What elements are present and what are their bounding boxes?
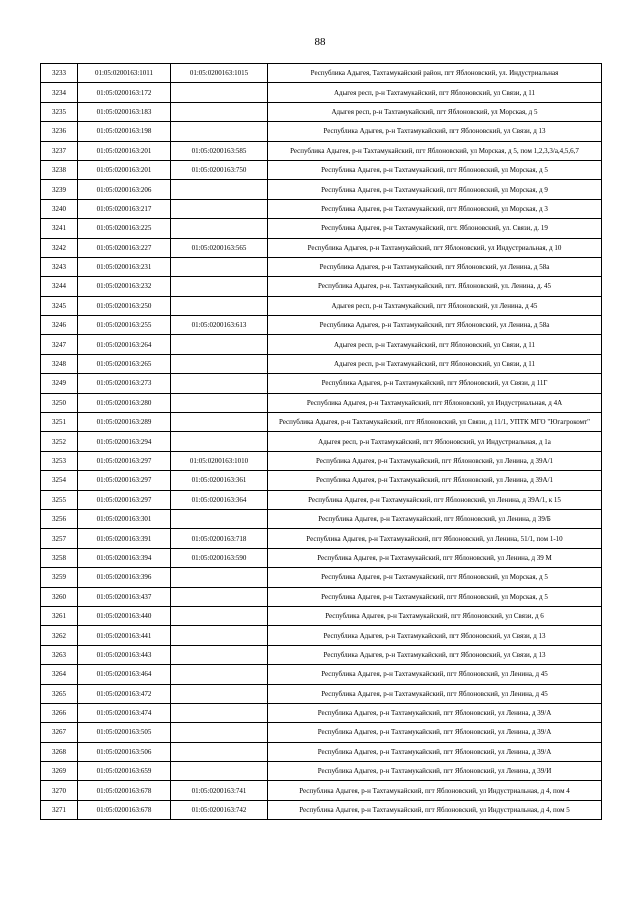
related-cadastral-number-cell: 01:05:0200163:565 (171, 238, 268, 257)
related-cadastral-number-cell (171, 199, 268, 218)
cadastral-number-cell: 01:05:0200163:678 (78, 781, 171, 800)
related-cadastral-number-cell (171, 83, 268, 102)
cadastral-number-cell: 01:05:0200163:231 (78, 257, 171, 276)
row-number-cell: 3250 (41, 393, 78, 412)
cadastral-number-cell: 01:05:0200163:217 (78, 199, 171, 218)
related-cadastral-number-cell: 01:05:0200163:364 (171, 490, 268, 509)
related-cadastral-number-cell (171, 723, 268, 742)
cadastral-number-cell: 01:05:0200163:280 (78, 393, 171, 412)
table-row (41, 296, 602, 315)
cadastral-number-cell: 01:05:0200163:201 (78, 160, 171, 179)
related-cadastral-number-cell: 01:05:0200163:361 (171, 471, 268, 490)
cadastral-number-cell: 01:05:0200163:678 (78, 800, 171, 819)
related-cadastral-number-cell (171, 587, 268, 606)
row-number-cell: 3261 (41, 606, 78, 625)
row-number-cell: 3244 (41, 277, 78, 296)
cadastral-number-cell: 01:05:0200163:294 (78, 432, 171, 451)
related-cadastral-number-cell: 01:05:0200163:718 (171, 529, 268, 548)
address-cell: Республика Адыгея, р-н Тахтамукайский, пгт Яблоновский, ул Ленина, д 39/А (268, 723, 602, 742)
row-number-cell: 3257 (41, 529, 78, 548)
related-cadastral-number-cell (171, 432, 268, 451)
related-cadastral-number-cell (171, 122, 268, 141)
cadastral-number-cell: 01:05:0200163:464 (78, 665, 171, 684)
table-row (41, 238, 602, 257)
cadastral-number-cell: 01:05:0200163:441 (78, 626, 171, 645)
related-cadastral-number-cell (171, 509, 268, 528)
address-cell: Республика Адыгея, р-н Тахтамукайский, пгт Яблоновский, ул Морская, д 5 (268, 587, 602, 606)
cadastral-number-cell: 01:05:0200163:273 (78, 374, 171, 393)
row-number-cell: 3247 (41, 335, 78, 354)
cadastral-registry-table (40, 63, 602, 820)
table-row (41, 393, 602, 412)
table-row (41, 626, 602, 645)
cadastral-number-cell: 01:05:0200163:232 (78, 277, 171, 296)
address-cell: Республика Адыгея, р-н Тахтамукайский, пгт Яблоновский, ул Ленина, д 39/А (268, 742, 602, 761)
table-row (41, 703, 602, 722)
address-cell: Республика Адыгея, р-н. Тахтамукайский, пгт. Яблоновский, ул. Ленина, д. 45 (268, 277, 602, 296)
table-row (41, 451, 602, 470)
related-cadastral-number-cell (171, 180, 268, 199)
table-row (41, 529, 602, 548)
related-cadastral-number-cell (171, 102, 268, 121)
related-cadastral-number-cell (171, 335, 268, 354)
related-cadastral-number-cell (171, 568, 268, 587)
row-number-cell: 3265 (41, 684, 78, 703)
cadastral-number-cell: 01:05:0200163:297 (78, 490, 171, 509)
table-row (41, 509, 602, 528)
table-row (41, 471, 602, 490)
table-row (41, 762, 602, 781)
related-cadastral-number-cell (171, 742, 268, 761)
cadastral-number-cell: 01:05:0200163:505 (78, 723, 171, 742)
cadastral-number-cell: 01:05:0200163:198 (78, 122, 171, 141)
table-row (41, 781, 602, 800)
address-cell: Республика Адыгея, р-н Тахтамукайский, пгт Яблоновский, ул Индустриальная, д 4, пом 5 (268, 800, 602, 819)
cadastral-number-cell: 01:05:0200163:391 (78, 529, 171, 548)
cadastral-number-cell: 01:05:0200163:297 (78, 471, 171, 490)
related-cadastral-number-cell (171, 354, 268, 373)
cadastral-number-cell: 01:05:0200163:394 (78, 548, 171, 567)
cadastral-number-cell: 01:05:0200163:225 (78, 219, 171, 238)
address-cell: Республика Адыгея, р-н Тахтамукайский, пгт Яблоновский, ул Ленина, д 39А/1 (268, 451, 602, 470)
address-cell: Республика Адыгея, р-н Тахтамукайский, пгт Яблоновский, ул Ленина, д 39/И (268, 762, 602, 781)
related-cadastral-number-cell (171, 413, 268, 432)
address-cell: Адыгея респ, р-н Тахтамукайский, пгт Яблоновский, ул Индустриальная, д 1а (268, 432, 602, 451)
address-cell: Республика Адыгея, р-н Тахтамукайский, пгт Яблоновский, ул Ленина, д 45 (268, 665, 602, 684)
cadastral-number-cell: 01:05:0200163:437 (78, 587, 171, 606)
address-cell: Республика Адыгея, р-н Тахтамукайский, пгт Яблоновский, ул Ленина, д 39 М (268, 548, 602, 567)
row-number-cell: 3258 (41, 548, 78, 567)
row-number-cell: 3259 (41, 568, 78, 587)
cadastral-number-cell: 01:05:0200163:264 (78, 335, 171, 354)
row-number-cell: 3233 (41, 64, 78, 83)
row-number-cell: 3260 (41, 587, 78, 606)
table-row (41, 102, 602, 121)
address-cell: Республика Адыгея, р-н Тахтамукайский, пгт Яблоновский, ул Ленина, д 58а (268, 316, 602, 335)
row-number-cell: 3243 (41, 257, 78, 276)
table-row (41, 684, 602, 703)
related-cadastral-number-cell (171, 703, 268, 722)
related-cadastral-number-cell (171, 374, 268, 393)
table-row (41, 645, 602, 664)
related-cadastral-number-cell (171, 296, 268, 315)
related-cadastral-number-cell: 01:05:0200163:750 (171, 160, 268, 179)
related-cadastral-number-cell (171, 277, 268, 296)
row-number-cell: 3269 (41, 762, 78, 781)
cadastral-number-cell: 01:05:0200163:255 (78, 316, 171, 335)
address-cell: Адыгея респ, р-н Тахтамукайский, пгт Яблоновский, ул Ленина, д 45 (268, 296, 602, 315)
row-number-cell: 3263 (41, 645, 78, 664)
related-cadastral-number-cell: 01:05:0200163:585 (171, 141, 268, 160)
row-number-cell: 3240 (41, 199, 78, 218)
address-cell: Республика Адыгея, р-н Тахтамукайский, пгт Яблоновский, ул Индустриальная, д 4, пом 4 (268, 781, 602, 800)
address-cell: Республика Адыгея, р-н Тахтамукайский, пгт Яблоновский, ул Ленина, 51/1, пом 1-10 (268, 529, 602, 548)
table-row (41, 374, 602, 393)
table-row (41, 665, 602, 684)
table-row (41, 568, 602, 587)
row-number-cell: 3249 (41, 374, 78, 393)
address-cell: Республика Адыгея, р-н Тахтамукайский, пгт Яблоновский, ул Морская, д 5, пом 1,2,3,3/а,4,5,6,7 (268, 141, 602, 160)
address-cell: Республика Адыгея, р-н Тахтамукайский, пгт. Яблоновский, ул. Связи, д. 19 (268, 219, 602, 238)
table-row (41, 413, 602, 432)
address-cell: Республика Адыгея, р-н Тахтамукайский, пгт Яблоновский, ул Морская, д 5 (268, 160, 602, 179)
address-cell: Республика Адыгея, р-н Тахтамукайский, пгт Яблоновский, ул Ленина, д 39А/1, к 15 (268, 490, 602, 509)
address-cell: Республика Адыгея, р-н Тахтамукайский, пгт Яблоновский, ул Ленина, д 39/Б (268, 509, 602, 528)
row-number-cell: 3271 (41, 800, 78, 819)
address-cell: Республика Адыгея, р-н Тахтамукайский, пгт Яблоновский, ул Связи, д 13 (268, 122, 602, 141)
cadastral-number-cell: 01:05:0200163:289 (78, 413, 171, 432)
table-row (41, 257, 602, 276)
address-cell: Республика Адыгея, р-н Тахтамукайский, пгт Яблоновский, ул Индустриальная, д 4А (268, 393, 602, 412)
row-number-cell: 3237 (41, 141, 78, 160)
row-number-cell: 3235 (41, 102, 78, 121)
cadastral-number-cell: 01:05:0200163:201 (78, 141, 171, 160)
row-number-cell: 3238 (41, 160, 78, 179)
cadastral-number-cell: 01:05:0200163:472 (78, 684, 171, 703)
address-cell: Республика Адыгея, р-н Тахтамукайский, пгт Яблоновский, ул Морская, д 3 (268, 199, 602, 218)
table-row (41, 723, 602, 742)
row-number-cell: 3255 (41, 490, 78, 509)
address-cell: Республика Адыгея, р-н Тахтамукайский, пгт Яблоновский, ул Ленина, д 39/А (268, 703, 602, 722)
related-cadastral-number-cell (171, 393, 268, 412)
address-cell: Республика Адыгея, р-н Тахтамукайский, пгт Яблоновский, ул Ленина, д 58а (268, 257, 602, 276)
related-cadastral-number-cell (171, 626, 268, 645)
address-cell: Республика Адыгея, р-н Тахтамукайский, пгт Яблоновский, ул Связи, д 13 (268, 626, 602, 645)
address-cell: Республика Адыгея, р-н Тахтамукайский, пгт Яблоновский, ул Связи, д 13 (268, 645, 602, 664)
registry-table-body (41, 64, 602, 820)
address-cell: Республика Адыгея, р-н Тахтамукайский, пгт Яблоновский, ул Морская, д 5 (268, 568, 602, 587)
cadastral-number-cell: 01:05:0200163:297 (78, 451, 171, 470)
related-cadastral-number-cell: 01:05:0200163:741 (171, 781, 268, 800)
row-number-cell: 3254 (41, 471, 78, 490)
table-row (41, 219, 602, 238)
table-row (41, 141, 602, 160)
table-row (41, 277, 602, 296)
related-cadastral-number-cell (171, 665, 268, 684)
address-cell: Республика Адыгея, р-н Тахтамукайский, пгт Яблоновский, ул Ленина, д 45 (268, 684, 602, 703)
table-row (41, 490, 602, 509)
table-row (41, 316, 602, 335)
row-number-cell: 3264 (41, 665, 78, 684)
table-row (41, 199, 602, 218)
row-number-cell: 3242 (41, 238, 78, 257)
address-cell: Республика Адыгея, р-н Тахтамукайский, пгт Яблоновский, ул Ленина, д 39А/1 (268, 471, 602, 490)
address-cell: Республика Адыгея, р-н Тахтамукайский, пгт Яблоновский, ул Связи, д 11Г (268, 374, 602, 393)
cadastral-number-cell: 01:05:0200163:206 (78, 180, 171, 199)
related-cadastral-number-cell (171, 762, 268, 781)
related-cadastral-number-cell (171, 645, 268, 664)
row-number-cell: 3266 (41, 703, 78, 722)
address-cell: Республика Адыгея, р-н Тахтамукайский, пгт Яблоновский, ул Морская, д 9 (268, 180, 602, 199)
address-cell: Адыгея респ, р-н Тахтамукайский, пгт Яблоновский, ул Связи, д 11 (268, 354, 602, 373)
cadastral-number-cell: 01:05:0200163:172 (78, 83, 171, 102)
row-number-cell: 3251 (41, 413, 78, 432)
related-cadastral-number-cell: 01:05:0200163:742 (171, 800, 268, 819)
related-cadastral-number-cell (171, 606, 268, 625)
table-row (41, 83, 602, 102)
address-cell: Адыгея респ, р-н Тахтамукайский, пгт Яблоновский, ул Связи, д 11 (268, 335, 602, 354)
address-cell: Республика Адыгея, Тахтамукайский район, пгт Яблоновский, ул. Индустриальная (268, 64, 602, 83)
cadastral-number-cell: 01:05:0200163:265 (78, 354, 171, 373)
cadastral-number-cell: 01:05:0200163:250 (78, 296, 171, 315)
row-number-cell: 3256 (41, 509, 78, 528)
row-number-cell: 3253 (41, 451, 78, 470)
related-cadastral-number-cell: 01:05:0200163:1010 (171, 451, 268, 470)
row-number-cell: 3239 (41, 180, 78, 199)
address-cell: Адыгея респ, р-н Тахтамукайский, пгт Яблоновский, ул Морская, д 5 (268, 102, 602, 121)
row-number-cell: 3234 (41, 83, 78, 102)
table-row (41, 606, 602, 625)
address-cell: Республика Адыгея, р-н Тахтамукайский, пгт Яблоновский, ул Связи, д 11/1, УПТК МГО "Югагрокомт" (268, 413, 602, 432)
row-number-cell: 3267 (41, 723, 78, 742)
row-number-cell: 3236 (41, 122, 78, 141)
cadastral-number-cell: 01:05:0200163:443 (78, 645, 171, 664)
table-row (41, 587, 602, 606)
cadastral-number-cell: 01:05:0200163:183 (78, 102, 171, 121)
related-cadastral-number-cell (171, 684, 268, 703)
cadastral-number-cell: 01:05:0200163:227 (78, 238, 171, 257)
cadastral-number-cell: 01:05:0200163:440 (78, 606, 171, 625)
table-row (41, 64, 602, 83)
related-cadastral-number-cell (171, 257, 268, 276)
related-cadastral-number-cell (171, 219, 268, 238)
row-number-cell: 3270 (41, 781, 78, 800)
cadastral-number-cell: 01:05:0200163:396 (78, 568, 171, 587)
cadastral-number-cell: 01:05:0200163:1011 (78, 64, 171, 83)
page-number: 88 (314, 36, 326, 48)
row-number-cell: 3246 (41, 316, 78, 335)
table-row (41, 800, 602, 819)
table-row (41, 742, 602, 761)
related-cadastral-number-cell: 01:05:0200163:1015 (171, 64, 268, 83)
table-row (41, 354, 602, 373)
cadastral-number-cell: 01:05:0200163:659 (78, 762, 171, 781)
address-cell: Адыгея респ, р-н Тахтамукайский, пгт Яблоновский, ул Связи, д 11 (268, 83, 602, 102)
row-number-cell: 3241 (41, 219, 78, 238)
related-cadastral-number-cell: 01:05:0200163:590 (171, 548, 268, 567)
address-cell: Республика Адыгея, р-н Тахтамукайский, пгт Яблоновский, ул Индустриальная, д 10 (268, 238, 602, 257)
table-row (41, 335, 602, 354)
table-row (41, 160, 602, 179)
address-cell: Республика Адыгея, р-н Тахтамукайский, пгт Яблоновский, ул Связи, д 6 (268, 606, 602, 625)
related-cadastral-number-cell: 01:05:0200163:613 (171, 316, 268, 335)
table-row (41, 122, 602, 141)
table-row (41, 432, 602, 451)
row-number-cell: 3245 (41, 296, 78, 315)
cadastral-number-cell: 01:05:0200163:301 (78, 509, 171, 528)
row-number-cell: 3268 (41, 742, 78, 761)
table-row (41, 180, 602, 199)
cadastral-number-cell: 01:05:0200163:474 (78, 703, 171, 722)
cadastral-number-cell: 01:05:0200163:506 (78, 742, 171, 761)
table-row (41, 548, 602, 567)
row-number-cell: 3262 (41, 626, 78, 645)
row-number-cell: 3252 (41, 432, 78, 451)
row-number-cell: 3248 (41, 354, 78, 373)
